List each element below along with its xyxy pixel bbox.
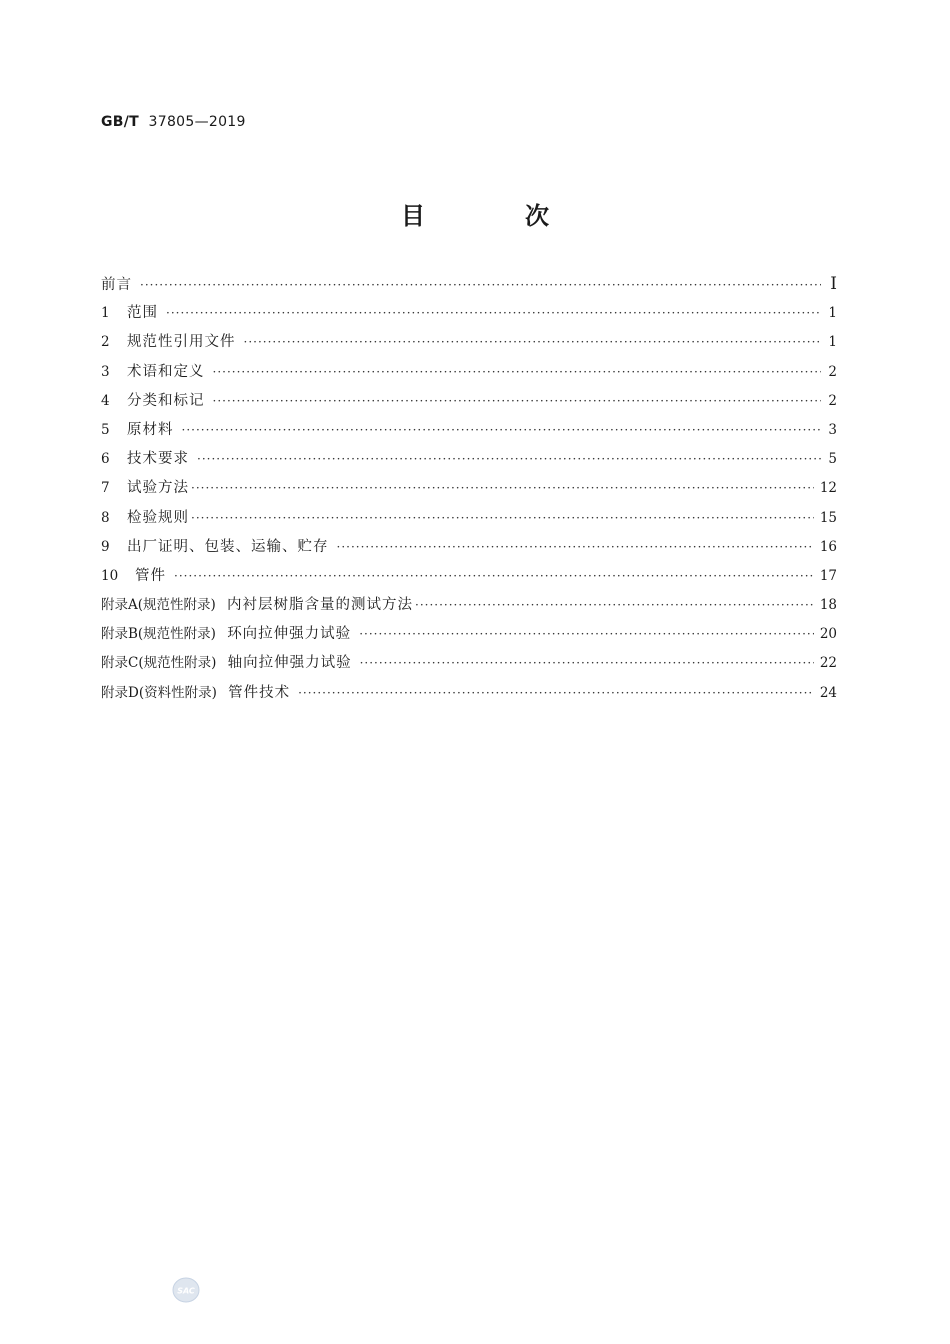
- toc-entry-classification[interactable]: [101, 391, 837, 420]
- dot-leader: [298, 683, 814, 703]
- dot-leader: [337, 537, 814, 557]
- toc-entry-label: 试验方法: [127, 480, 189, 497]
- toc-entry-page: 1: [828, 334, 837, 351]
- toc-entry-page: 1: [828, 305, 837, 322]
- toc-entry-label: 内衬层树脂含量的测试方法: [227, 597, 414, 614]
- dot-leader: [191, 508, 814, 528]
- toc-entry-fittings[interactable]: [101, 566, 837, 595]
- toc-entry-page: 12: [819, 480, 837, 497]
- toc-entry-test-methods[interactable]: [101, 478, 837, 507]
- toc-entry-terms[interactable]: [101, 362, 837, 391]
- toc-entry-page: 17: [819, 567, 837, 584]
- toc-entry-number: 5: [101, 421, 110, 438]
- toc-entry-number: 8: [101, 509, 110, 526]
- toc-entry-scope[interactable]: [101, 303, 837, 332]
- toc-entry-materials[interactable]: [101, 420, 837, 449]
- toc-entry-page: 3: [828, 421, 837, 438]
- toc-entry-page: 15: [819, 509, 837, 526]
- toc-entry-page: 2: [828, 392, 837, 409]
- page-title: 目 次: [401, 202, 587, 230]
- toc-entry-number: 9: [101, 538, 110, 555]
- dot-leader: [244, 332, 822, 352]
- toc-entry-label: 检验规则: [127, 509, 189, 526]
- dot-leader: [213, 362, 822, 382]
- dot-leader: [174, 566, 814, 586]
- toc-entry-annex-a[interactable]: [101, 595, 837, 624]
- toc-entry-label: 术语和定义: [127, 363, 205, 380]
- toc-entry-label: 范围: [127, 305, 158, 322]
- toc-entry-label: 轴向拉伸强力试验: [227, 655, 352, 672]
- toc-entry-label: 规范性引用文件: [127, 334, 236, 351]
- standard-code: [101, 114, 246, 130]
- dot-leader: [415, 595, 814, 615]
- toc-entry-number: 4: [101, 392, 110, 409]
- toc-entry-number: 附录A(规范性附录): [101, 597, 216, 614]
- toc-entry-annex-c[interactable]: [101, 653, 837, 682]
- toc-entry-page: Ⅰ: [830, 274, 837, 294]
- dot-leader: [197, 449, 821, 469]
- toc-entry-page: 18: [819, 597, 837, 614]
- toc-entry-page: 5: [828, 451, 837, 468]
- dot-leader: [166, 303, 821, 323]
- toc-entry-certificate-packaging[interactable]: [101, 537, 837, 566]
- toc-entry-page: 22: [819, 655, 837, 672]
- toc-entry-page: 20: [819, 626, 837, 643]
- toc-entry-label: 分类和标记: [127, 392, 205, 409]
- toc-entry-annex-b[interactable]: [101, 624, 837, 653]
- dot-leader: [140, 275, 821, 295]
- standard-code-number: 37805—2019: [148, 114, 246, 130]
- toc-entry-label: 管件: [135, 567, 166, 584]
- dot-leader: [191, 478, 814, 498]
- table-of-contents: [101, 274, 837, 712]
- toc-entry-number: 附录C(规范性附录): [101, 655, 217, 672]
- toc-entry-number: 3: [101, 363, 110, 380]
- watermark-text: SAC: [177, 1286, 195, 1296]
- dot-leader: [182, 420, 822, 440]
- toc-entry-page: 2: [828, 363, 837, 380]
- toc-entry-label: 环向拉伸强力试验: [227, 626, 352, 643]
- toc-entry-normative-references[interactable]: [101, 332, 837, 361]
- toc-entry-page: 24: [819, 684, 837, 701]
- toc-entry-number: 7: [101, 480, 110, 497]
- dot-leader: [360, 653, 814, 673]
- sac-logo-icon: [172, 1277, 200, 1303]
- toc-entry-page: 16: [819, 538, 837, 555]
- toc-entry-number: 10: [101, 567, 119, 584]
- toc-entry-number: 附录D(资料性附录): [101, 684, 217, 701]
- toc-entry-label: 前言: [101, 277, 132, 293]
- toc-entry-label: 出厂证明、包装、运输、贮存: [127, 538, 329, 555]
- toc-entry-number: 1: [101, 305, 110, 322]
- toc-entry-label: 原材料: [127, 421, 174, 438]
- toc-entry-label: 技术要求: [127, 451, 189, 468]
- dot-leader: [359, 624, 814, 644]
- toc-entry-inspection-rules[interactable]: [101, 508, 837, 537]
- standard-code-prefix: GB/T: [101, 114, 140, 130]
- toc-entry-requirements[interactable]: [101, 449, 837, 478]
- toc-entry-annex-d[interactable]: [101, 683, 837, 712]
- toc-entry-foreword[interactable]: [101, 274, 837, 303]
- toc-entry-number: 6: [101, 451, 110, 468]
- toc-entry-label: 管件技术: [228, 684, 291, 701]
- toc-entry-number: 2: [101, 334, 110, 351]
- toc-entry-number: 附录B(规范性附录): [101, 626, 216, 643]
- dot-leader: [213, 391, 822, 411]
